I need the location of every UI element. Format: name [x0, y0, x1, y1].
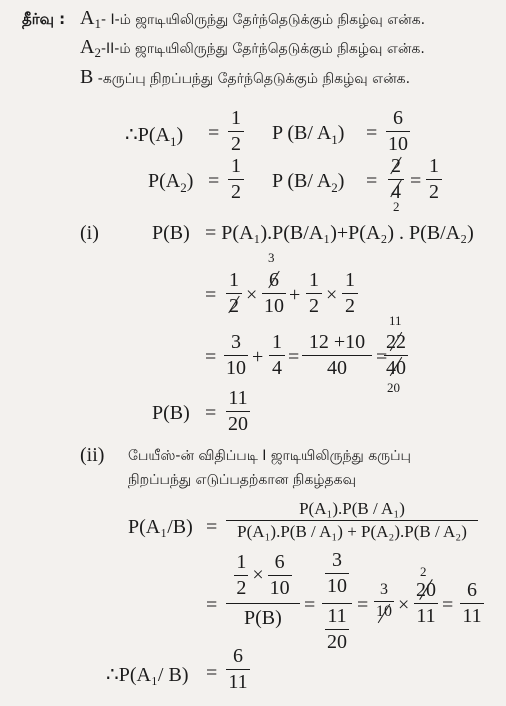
part2-bayes-fraction: P(A₁).P(B / A₁) P(A₁).P(B / A₁) + P(A₂).P(B / A₂): [226, 500, 478, 541]
part1-result-fraction: 11 20: [228, 387, 248, 435]
part2-step-frac3: 6 11: [460, 580, 484, 627]
part1-label: (i): [80, 222, 99, 244]
part2-step-outer-num: $\frac{3}{10}$: [327, 549, 347, 597]
part1-result-equals: =: [205, 402, 217, 424]
part1-step1-frac2: 6 10: [264, 269, 284, 317]
definition-b: B -கருப்பு நிறப்பந்து தேர்ந்தெடுக்கும் நிகழ்வு என்க.: [80, 66, 411, 88]
eq2-lhs: $P(A_2)$: [148, 170, 194, 195]
part1-step1-frac4: 1 2: [342, 270, 358, 317]
eq2-fraction-2: 2 4: [388, 156, 404, 203]
eq2-under-note: 2: [393, 199, 400, 214]
part1-step2-frac2: 1 4: [269, 332, 285, 379]
eq1-equals-2: =: [366, 122, 378, 144]
part1-step2-plus: +: [252, 346, 264, 368]
part1-step1-above: 3: [268, 250, 275, 265]
part1-step1-times: ×: [246, 284, 258, 306]
part1-step2-frac4: 22 40: [386, 331, 406, 379]
part1-step1-equals: =: [205, 284, 217, 306]
part2-step-frac2: 20 11: [416, 579, 436, 627]
part2-step-equals-3: =: [357, 594, 369, 616]
part2-step-above: 2: [420, 564, 427, 579]
part2-step-bar: [226, 603, 300, 604]
part1-step2-frac3: 12 +10 40: [302, 332, 372, 379]
part2-final-equals: =: [206, 662, 218, 684]
part1-step1-times-2: ×: [326, 284, 338, 306]
part1-step2-below: 20: [387, 380, 400, 395]
part2-step-denominator: P(B): [244, 607, 282, 629]
part1-step2-equals-3: =: [376, 346, 388, 368]
eq1-conditional: P (B/ $A_1$): [272, 122, 345, 147]
eq1-equals: =: [208, 122, 220, 144]
eq1-lhs: $\therefore P(A_1)$: [125, 124, 184, 149]
part2-step-outer-den: $\frac{11}{20}$: [327, 605, 347, 653]
part1-step2-equals-2: =: [288, 346, 300, 368]
part2-step-equals-2: =: [304, 594, 316, 616]
part1-step2-above: 11: [389, 313, 402, 328]
solution-label: தீர்வு :: [22, 10, 66, 28]
eq2-fraction-3: 1 2: [426, 156, 442, 203]
eq2-equals-2: =: [366, 170, 378, 192]
definition-a1: $A_1-$ I-ம் ஜாடியிலிருந்து தேர்ந்தெடுக்கும் நிகழ்வு என்க.: [80, 7, 426, 32]
part1-step1-plus: +: [289, 284, 301, 306]
part1-step2-equals: =: [205, 346, 217, 368]
eq2-conditional: P (B/ $A_2$): [272, 170, 345, 195]
part2-step-frac1: 3 10: [376, 581, 392, 620]
part2-step-equals-4: =: [442, 594, 454, 616]
eq2-equals-3: =: [410, 170, 422, 192]
part1-result-lhs: P(B): [152, 402, 190, 424]
part2-text-line1: பேயீஸ்-ன் விதிப்படி I ஜாடியிலிருந்து கருப்பு: [128, 448, 411, 464]
part2-step-numerator: $\frac{1}{2}$ × $\frac{6}{10}$: [236, 551, 290, 599]
part2-label: (ii): [80, 444, 105, 466]
part1-step2-frac1: 3 10: [226, 331, 246, 379]
part2-final-fraction: 6 11: [226, 646, 250, 693]
eq2-fraction: 1 2: [228, 156, 244, 203]
eq1-fraction-2: 6 10: [388, 107, 408, 155]
definition-a2: $A_2-II-ம்$ ஜாடியிலிருந்து தேர்ந்தெடுக்கும் நிகழ்வு என்க.: [80, 36, 425, 61]
part1-lhs: P(B): [152, 222, 190, 244]
part1-step1-frac1: 1 2: [226, 270, 242, 317]
part2-text-line2: நிறப்பந்து எடுப்பதற்கான நிகழ்தகவு: [128, 472, 357, 488]
part2-equals: =: [206, 516, 218, 538]
part2-step-outer-bar: [322, 603, 352, 604]
part1-step1-frac3: 1 2: [306, 270, 322, 317]
part2-final-lhs: ∴P(A₁/ B): [106, 664, 189, 686]
eq2-equals: =: [208, 170, 220, 192]
part1-total-probability: = P(A₁).P(B/A₁)+P(A₂) . P(B/A₂): [205, 222, 474, 244]
part2-step-times: ×: [398, 594, 410, 616]
part2-lhs: P(A₁/B): [128, 516, 193, 538]
part2-step-equals: =: [206, 594, 218, 616]
eq1-fraction: 1 2: [228, 108, 244, 155]
